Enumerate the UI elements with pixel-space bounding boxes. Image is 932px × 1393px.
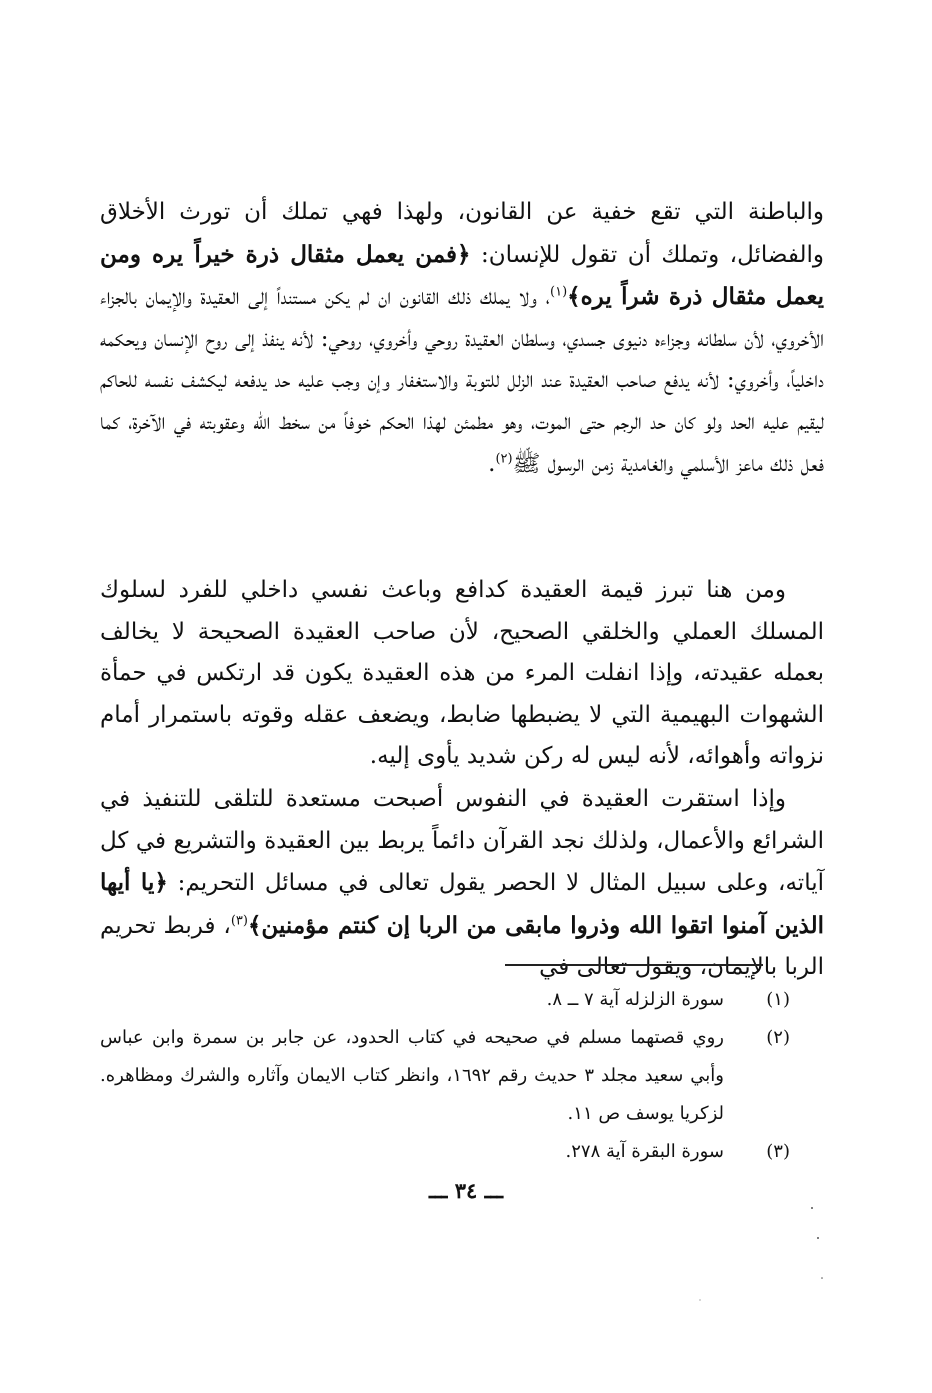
- quran-verse-1: ﴿فمن يعمل مثقال ذرة خيراً يره ومن يعمل مثقال ذرة شراً يره﴾: [100, 240, 824, 311]
- footnote-text: سورة البقرة آية ٢٧٨.: [565, 1141, 724, 1162]
- paragraph-1-text-b: ، ولا يملك ذلك القانون ان لم يكن مستنداً إلى العقيدة والإيمان بالجزاء الأخروي، لأن سلطانه وجزاءه دنيوى جسدي، وسلطان العقيدة روحي وأخروي، روحي: لأنه ينفذ إلى روح الإنسان ويحكمه داخلياً، وأخروي: لأنه يدفع صاحب العقيدة عند الزلل للتوبة والاستغفار وإن وجب عليه حد يدفعه ليكشف نفسه للحاكم ليقيم عليه الحد ولو كان حد الرجم حتى الموت، وهو مطمئن لهذا الحكم خوفاً من سخط الله وعقوبته في الآخرة، كما فعل ذلك ماعز الأسلمي والغامدية زمن الرسول ﷺ: [100, 284, 824, 477]
- footnote-number: (٢): [766, 1027, 790, 1048]
- page-number: ـــ ٣٤ ـــ: [428, 1178, 504, 1203]
- footnote-text: روي قصتهما مسلم في صحيحه في كتاب الحدود، عن جابر بن سمرة وابن عباس وأبي سعيد مجلد ٣ حديث رقم ١٦٩٢، وانظر كتاب الايمان وآثاره والشرك ومظاهره. لزكريا يوسف ص ١١.: [100, 1027, 724, 1124]
- paragraph-2-text: ومن هنا تبرز قيمة العقيدة كدافع وباعث نفسي داخلي للفرد لسلوك المسلك العملي والخلقي الصحيح، لأن صاحب العقيدة الصحيحة لا يخالف بعمله عقيدته، وإذا انفلت المرء من هذه العقيدة يكون قد ارتكس في حمأة الشهوات البهيمية التي لا يضبطها ضابط، ويضعف عقله وقوته باستمرار أمام نزواته وأهوائه، لأنه ليس له ركن شديد يأوى إليه.: [100, 577, 824, 770]
- paragraph-3: [100, 779, 824, 989]
- footnote-ref-1: (١): [550, 284, 568, 300]
- paragraph-3-text-a: وإذا استقرت العقيدة في النفوس أصبحت مستعدة للتلقى للتنفيذ في الشرائع والأعمال، ولذلك نجد القرآن دائماً يربط بين العقيدة والتشريع في كل آياته، وعلى سبيل المثال لا الحصر يقول تعالى في مسائل التحريم:: [100, 786, 825, 897]
- paragraph-2: [100, 570, 824, 778]
- paragraph-1-text-a: والباطنة التي تقع خفية عن القانون، ولهذا فهي تملك أن تورث الأخلاق والفضائل، وتملك أن تقول للإنسان:: [100, 199, 824, 268]
- paragraph-3-text-b: ، فربط تحريم الربا بالإيمان، ويقول تعالى في: [100, 912, 824, 981]
- footnote-3: [100, 1133, 790, 1171]
- footnote-ref-2: (٢): [495, 450, 513, 466]
- footnote-1: [100, 981, 790, 1019]
- footnote-number: (١): [766, 989, 790, 1010]
- footnotes: [100, 981, 790, 1171]
- footnote-2: [100, 1019, 790, 1133]
- paragraph-1: [100, 192, 824, 485]
- paragraph-1-text-c: .: [488, 450, 496, 477]
- footnote-text: سورة الزلزله آية ٧ ــ ٨.: [546, 989, 724, 1010]
- quran-verse-2: ﴿يا أيها الذين آمنوا اتقوا الله وذروا مابقى من الربا إن كنتم مؤمنين﴾: [100, 869, 824, 939]
- footnote-ref-3: (٣): [230, 913, 248, 929]
- footnote-number: (٣): [766, 1141, 790, 1162]
- footnote-separator: [505, 964, 763, 966]
